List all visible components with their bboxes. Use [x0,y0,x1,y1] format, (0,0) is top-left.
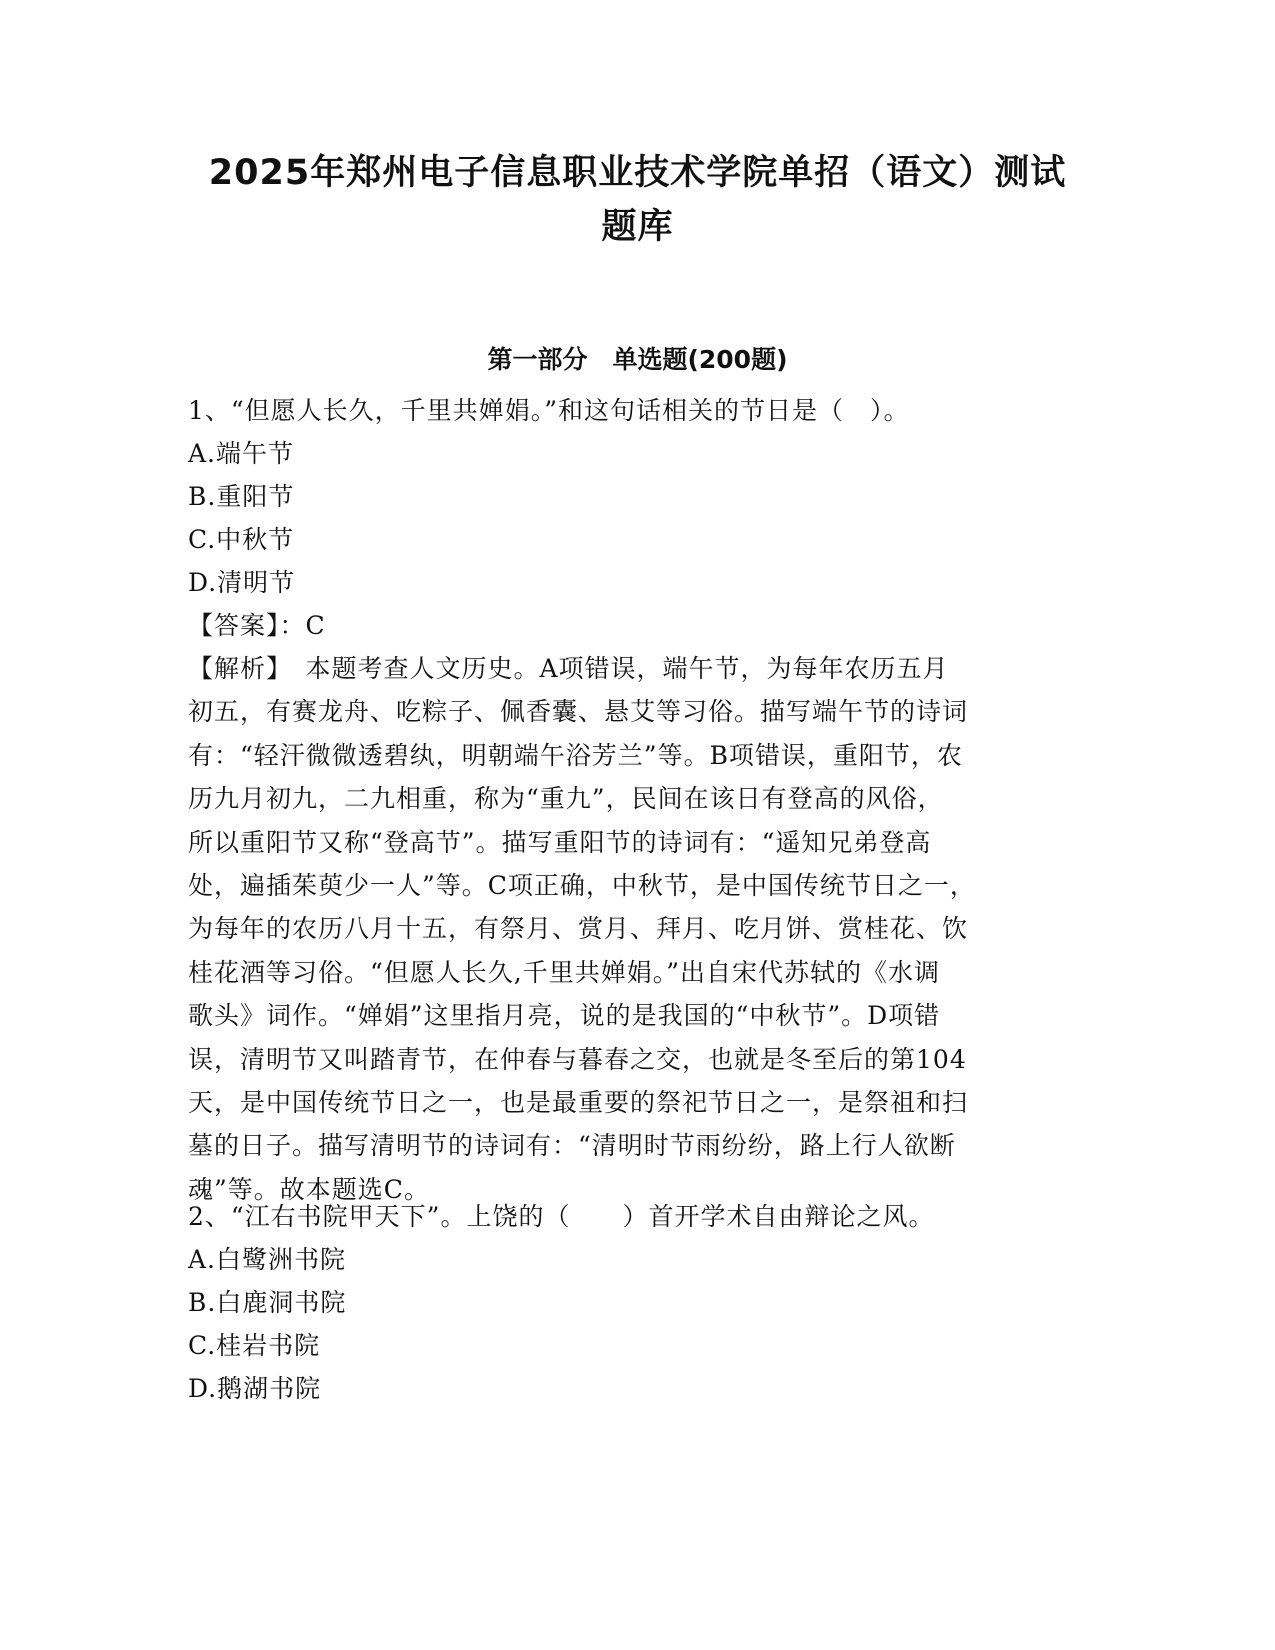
analysis-line: 所以重阳节又称“登高节”。描写重阳节的诗词有：“遥知兄弟登高 [188,827,932,857]
question-stem: 1、“但愿人长久，千里共婵娟。”和这句话相关的节日是（ ）。 [188,396,910,425]
section-heading: 第一部分 单选题(200题) [487,345,788,374]
analysis-line: 历九月初九，二九相重，称为“重九”，民间在该日有登高的风俗， [188,784,944,814]
analysis-line: 有：“轻汗微微透碧纨，明朝端午浴芳兰”等。B项错误，重阳节，农 [188,740,963,770]
option-c: C.桂岩书院 [188,1331,321,1360]
option-a: A.白鹭洲书院 [188,1245,347,1274]
analysis-line: 为每年的农历八月十五，有祭月、赏月、拜月、吃月饼、赏桂花、饮 [188,914,969,944]
analysis-line: 桂花酒等习俗。“但愿人长久,千里共婵娟。”出自宋代苏轼的《水调 [188,957,941,987]
analysis-line: 墓的日子。描写清明节的诗词有：“清明时节雨纷纷，路上行人欲断 [188,1131,956,1161]
analysis-line: 处，遍插茱萸少一人”等。C项正确，中秋节，是中国传统节日之一， [188,871,976,901]
page-title [180,146,1095,254]
analysis-line: 魂”等。故本题选C。 [188,1174,430,1204]
title-line-1: 2025年郑州电子信息职业技术学院单招（语文）测试 [208,153,1067,193]
title-line-2: 题库 [601,207,674,247]
option-d: D.鹅湖书院 [188,1374,322,1403]
analysis-paragraph [188,647,1088,1211]
option-b: B.重阳节 [188,482,295,511]
analysis-line: 初五，有赛龙舟、吃粽子、佩香囊、悬艾等习俗。描写端午节的诗词 [188,697,969,727]
option-d: D.清明节 [188,568,296,597]
analysis-line: 误，清明节又叫踏青节，在仲春与暮春之交，也就是冬至后的第104 [188,1044,967,1074]
analysis-line: 天，是中国传统节日之一，也是最重要的祭祀节日之一，是祭祖和扫 [188,1088,969,1118]
analysis-line: 歌头》词作。“婵娟”这里指月亮，说的是我国的“中秋节”。D项错 [188,1001,941,1031]
answer-line: 【答案】：C [188,611,326,640]
analysis-line: 【解析】 本题考查人文历史。A项错误，端午节，为每年农历五月 [188,654,949,683]
question-1 [188,389,1088,1211]
question-stem: 2、“江右书院甲天下”。上饶的（ ）首开学术自由辩论之风。 [188,1202,935,1231]
option-a: A.端午节 [188,439,295,468]
option-b: B.白鹿洞书院 [188,1288,347,1317]
question-2 [188,1195,1088,1410]
option-c: C.中秋节 [188,525,295,554]
